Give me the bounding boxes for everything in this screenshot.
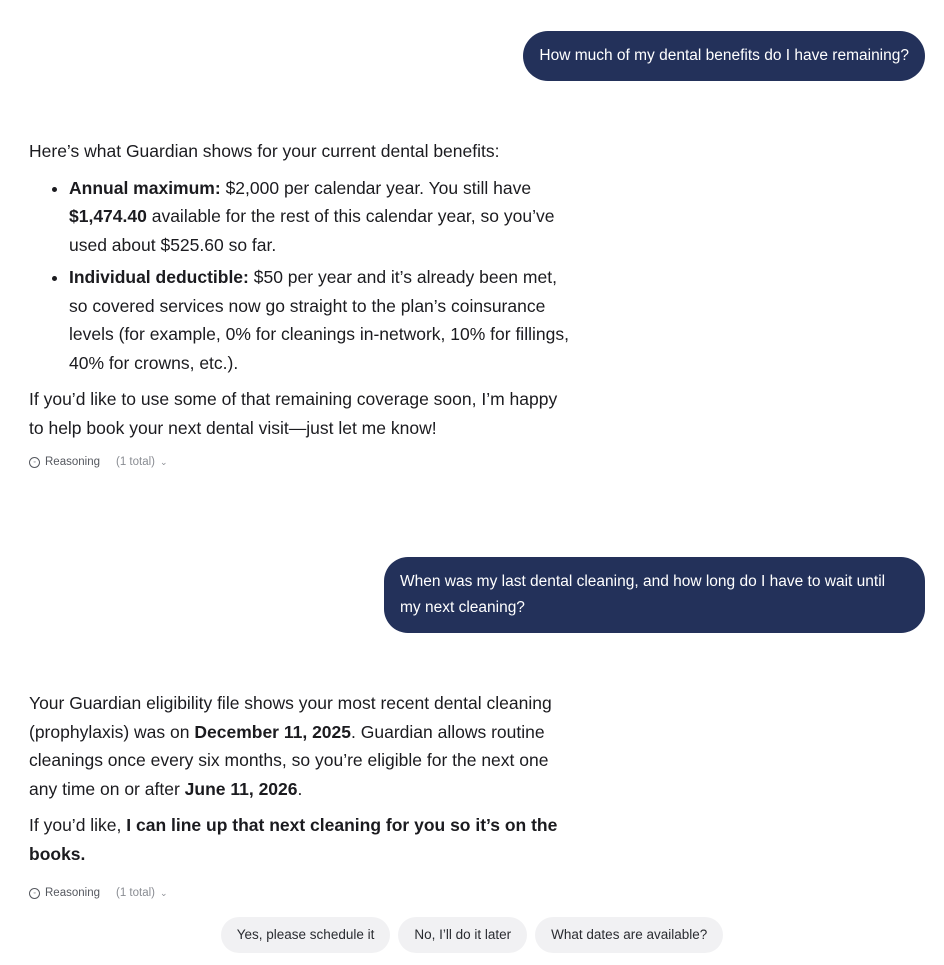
reasoning-icon: ◦ — [29, 457, 40, 468]
assistant-paragraph-offer: If you’d like, I can line up that next cleaning for you so it’s on the books. — [29, 815, 558, 864]
assistant-intro: Here’s what Guardian shows for your current dental benefits: — [29, 141, 500, 161]
assistant-outro: If you’d like to use some of that remaining coverage soon, I’m happy to help book your next dental visit—just let me know! — [29, 389, 558, 438]
user-message-bubble — [523, 31, 925, 81]
reasoning-toggle[interactable] — [29, 887, 168, 899]
reasoning-count: (1 total) — [115, 887, 155, 899]
benefit-item-deductible: • Individual deductible: $50 per year and it’s already been met, so covered services now go straight to the plan’s coinsurance levels (for example, 0% for cleanings in-network, 10% for fillings, 40% for crowns, etc.). — [69, 263, 574, 377]
reasoning-count: (1 total) — [115, 456, 155, 468]
suggestion-dates-button[interactable]: What dates are available? — [535, 917, 723, 953]
reasoning-toggle[interactable] — [29, 456, 168, 468]
assistant-message — [29, 137, 574, 450]
benefit-item-annual-maximum: • Annual maximum: $2,000 per calendar year. You still have $1,474.40 available for the rest of this calendar year, so you’ve used about $525.60 so far. — [69, 174, 574, 260]
suggestion-chips — [0, 917, 944, 953]
chevron-down-icon: ⌄ — [159, 887, 168, 898]
user-message-text: When was my last dental cleaning, and how long do I have to wait until my next cleaning? — [400, 573, 886, 616]
user-message-text: How much of my dental benefits do I have remaining? — [539, 47, 909, 64]
suggestion-schedule-button[interactable]: Yes, please schedule it — [221, 917, 391, 953]
reasoning-icon: ◦ — [29, 888, 40, 899]
reasoning-label: Reasoning — [45, 887, 100, 899]
chevron-down-icon: ⌄ — [159, 456, 168, 467]
user-message-bubble — [384, 557, 925, 633]
benefits-list — [29, 174, 574, 378]
assistant-message — [29, 689, 574, 876]
reasoning-label: Reasoning — [45, 456, 100, 468]
suggestion-later-button[interactable]: No, I’ll do it later — [398, 917, 527, 953]
assistant-paragraph-cleaning: Your Guardian eligibility file shows your most recent dental cleaning (prophylaxis) was on December 11, 2025. Guardian allows routine cleanings once every six months, so you’re eligible for the next one any time on or after June 11, 2026. — [29, 693, 552, 799]
